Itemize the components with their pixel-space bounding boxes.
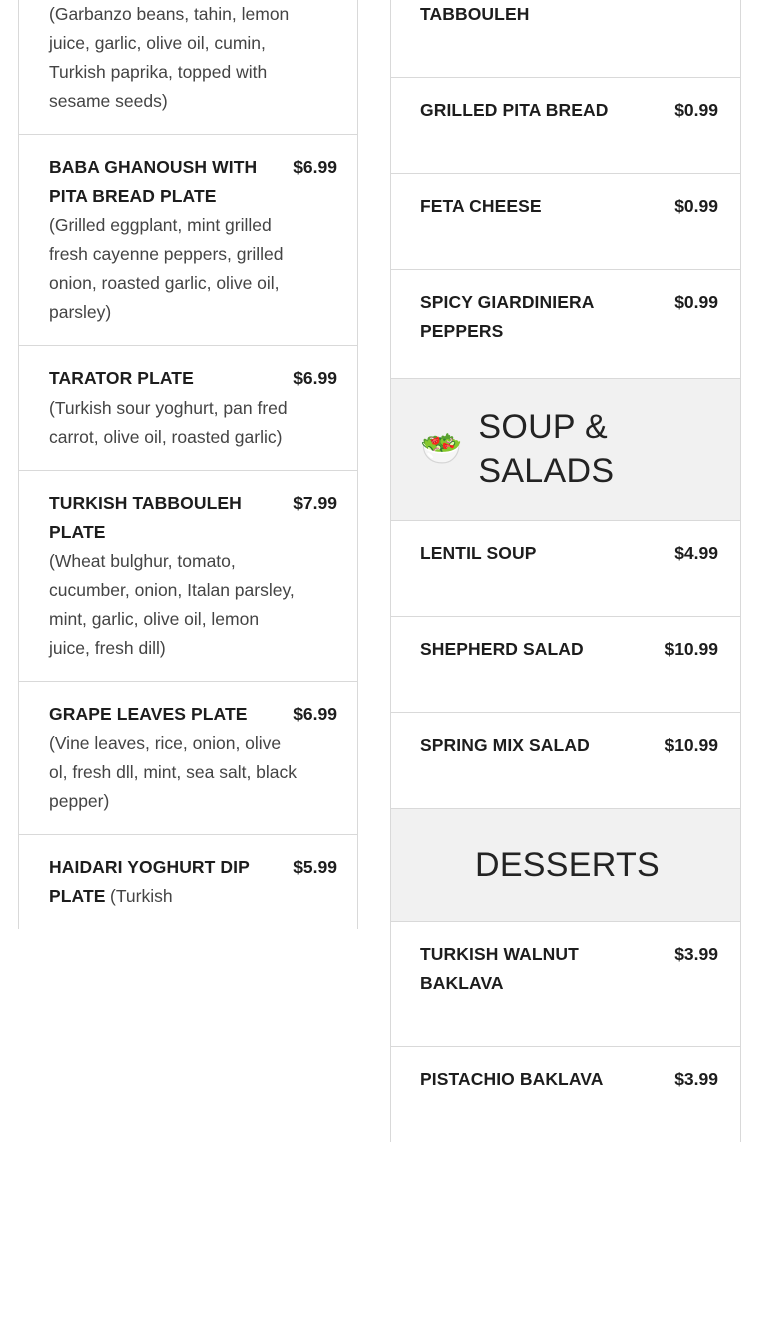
menu-item[interactable] <box>18 834 358 929</box>
menu-item-name: GRAPE LEAVES PLATE <box>49 703 248 724</box>
menu-item-price: $10.99 <box>664 734 718 755</box>
menu-item-header <box>49 700 337 729</box>
menu-item-price: $0.99 <box>674 196 718 217</box>
menu-item-name: SPICY GIARDINIERA PEPPERS <box>420 292 594 342</box>
menu-item-price: $6.99 <box>293 703 337 724</box>
menu-item-price: $6.99 <box>293 157 337 178</box>
menu-item-price: $4.99 <box>674 542 718 563</box>
menu-item-name: PISTACHIO BAKLAVA <box>420 1069 604 1090</box>
menu-item-header <box>420 0 718 29</box>
menu-item[interactable] <box>390 269 741 378</box>
section-header-soup-salads <box>390 378 741 519</box>
menu-item[interactable] <box>18 134 358 345</box>
menu-item[interactable] <box>390 1046 741 1142</box>
menu-column-right <box>380 0 770 1142</box>
menu-item-header <box>49 489 337 547</box>
menu-item-price: $5.99 <box>293 857 337 878</box>
menu-item-header <box>420 940 718 998</box>
menu-item-header <box>49 853 337 911</box>
menu-item-header <box>420 192 718 221</box>
menu-item-name: TABBOULEH <box>420 4 530 24</box>
section-title: SOUP & SALADS <box>478 408 615 491</box>
menu-item-description: (Wheat bulghur, tomato, cucumber, onion, Italan parsley, mint, garlic, olive oil, lemon juice, fresh dill) <box>49 550 295 658</box>
section-title: DESSERTS <box>474 845 661 884</box>
menu-item-name: TARATOR PLATE <box>49 368 194 389</box>
menu-item-header <box>420 635 718 664</box>
menu-item[interactable] <box>18 470 358 681</box>
menu-item[interactable] <box>390 173 741 269</box>
menu-item[interactable] <box>18 0 358 134</box>
menu-item-header <box>420 288 718 346</box>
menu-item-description: (Turkish <box>110 886 173 907</box>
menu-item-header <box>420 1065 718 1094</box>
menu-item-name: FETA CHEESE <box>420 196 542 217</box>
menu-item[interactable] <box>390 520 741 616</box>
menu-item-name: BABA GHANOUSH WITH PITA BREAD PLATE <box>49 157 258 207</box>
menu-item-description: (Grilled eggplant, mint grilled fresh cayenne peppers, grilled onion, roasted garlic, olive oil, parsley) <box>49 215 284 323</box>
menu-item-price: $0.99 <box>674 292 718 313</box>
menu-item-header <box>420 96 718 125</box>
menu-item[interactable] <box>390 0 741 77</box>
menu-item-name: GRILLED PITA BREAD <box>420 100 609 121</box>
menu-item[interactable] <box>390 616 741 712</box>
menu-item-name: HAIDARI YOGHURT DIP PLATE <box>49 857 250 907</box>
menu-item-name: LENTIL SOUP <box>420 542 537 563</box>
menu-item-header <box>420 731 718 760</box>
menu-item[interactable] <box>18 681 358 834</box>
menu-column-left <box>0 0 380 929</box>
menu-item-header <box>420 539 718 568</box>
menu-item-price: $10.99 <box>664 638 718 659</box>
menu-item[interactable] <box>390 921 741 1046</box>
menu-item[interactable] <box>390 712 741 808</box>
menu-item-price: $6.99 <box>293 368 337 389</box>
menu-item-price: $0.99 <box>674 100 718 121</box>
menu-item-price: $3.99 <box>674 1069 718 1090</box>
section-header-desserts <box>390 808 741 921</box>
menu-item-price: $3.99 <box>674 943 718 964</box>
menu-item-name: TURKISH WALNUT BAKLAVA <box>420 943 579 993</box>
menu-item-name: TURKISH TABBOULEH PLATE <box>49 492 242 542</box>
menu-item[interactable] <box>18 345 358 469</box>
menu-item-name: SHEPHERD SALAD <box>420 638 584 659</box>
menu-item-description: (Turkish sour yoghurt, pan fred carrot, olive oil, roasted garlic) <box>49 397 288 447</box>
menu-item-description: (Vine leaves, rice, onion, olive ol, fresh dll, mint, sea salt, black pepper) <box>49 732 298 812</box>
menu-item-name: SPRING MIX SALAD <box>420 734 590 755</box>
menu-item-price: $7.99 <box>293 492 337 513</box>
menu-item-header <box>49 364 337 393</box>
menu-item-header <box>49 153 337 211</box>
menu-item[interactable] <box>390 77 741 173</box>
salad-icon: 🥗 <box>420 430 463 469</box>
menu-item-description: (Garbanzo beans, tahin, lemon juice, garlic, olive oil, cumin, Turkish paprika, topped with sesame seeds) <box>49 4 290 112</box>
